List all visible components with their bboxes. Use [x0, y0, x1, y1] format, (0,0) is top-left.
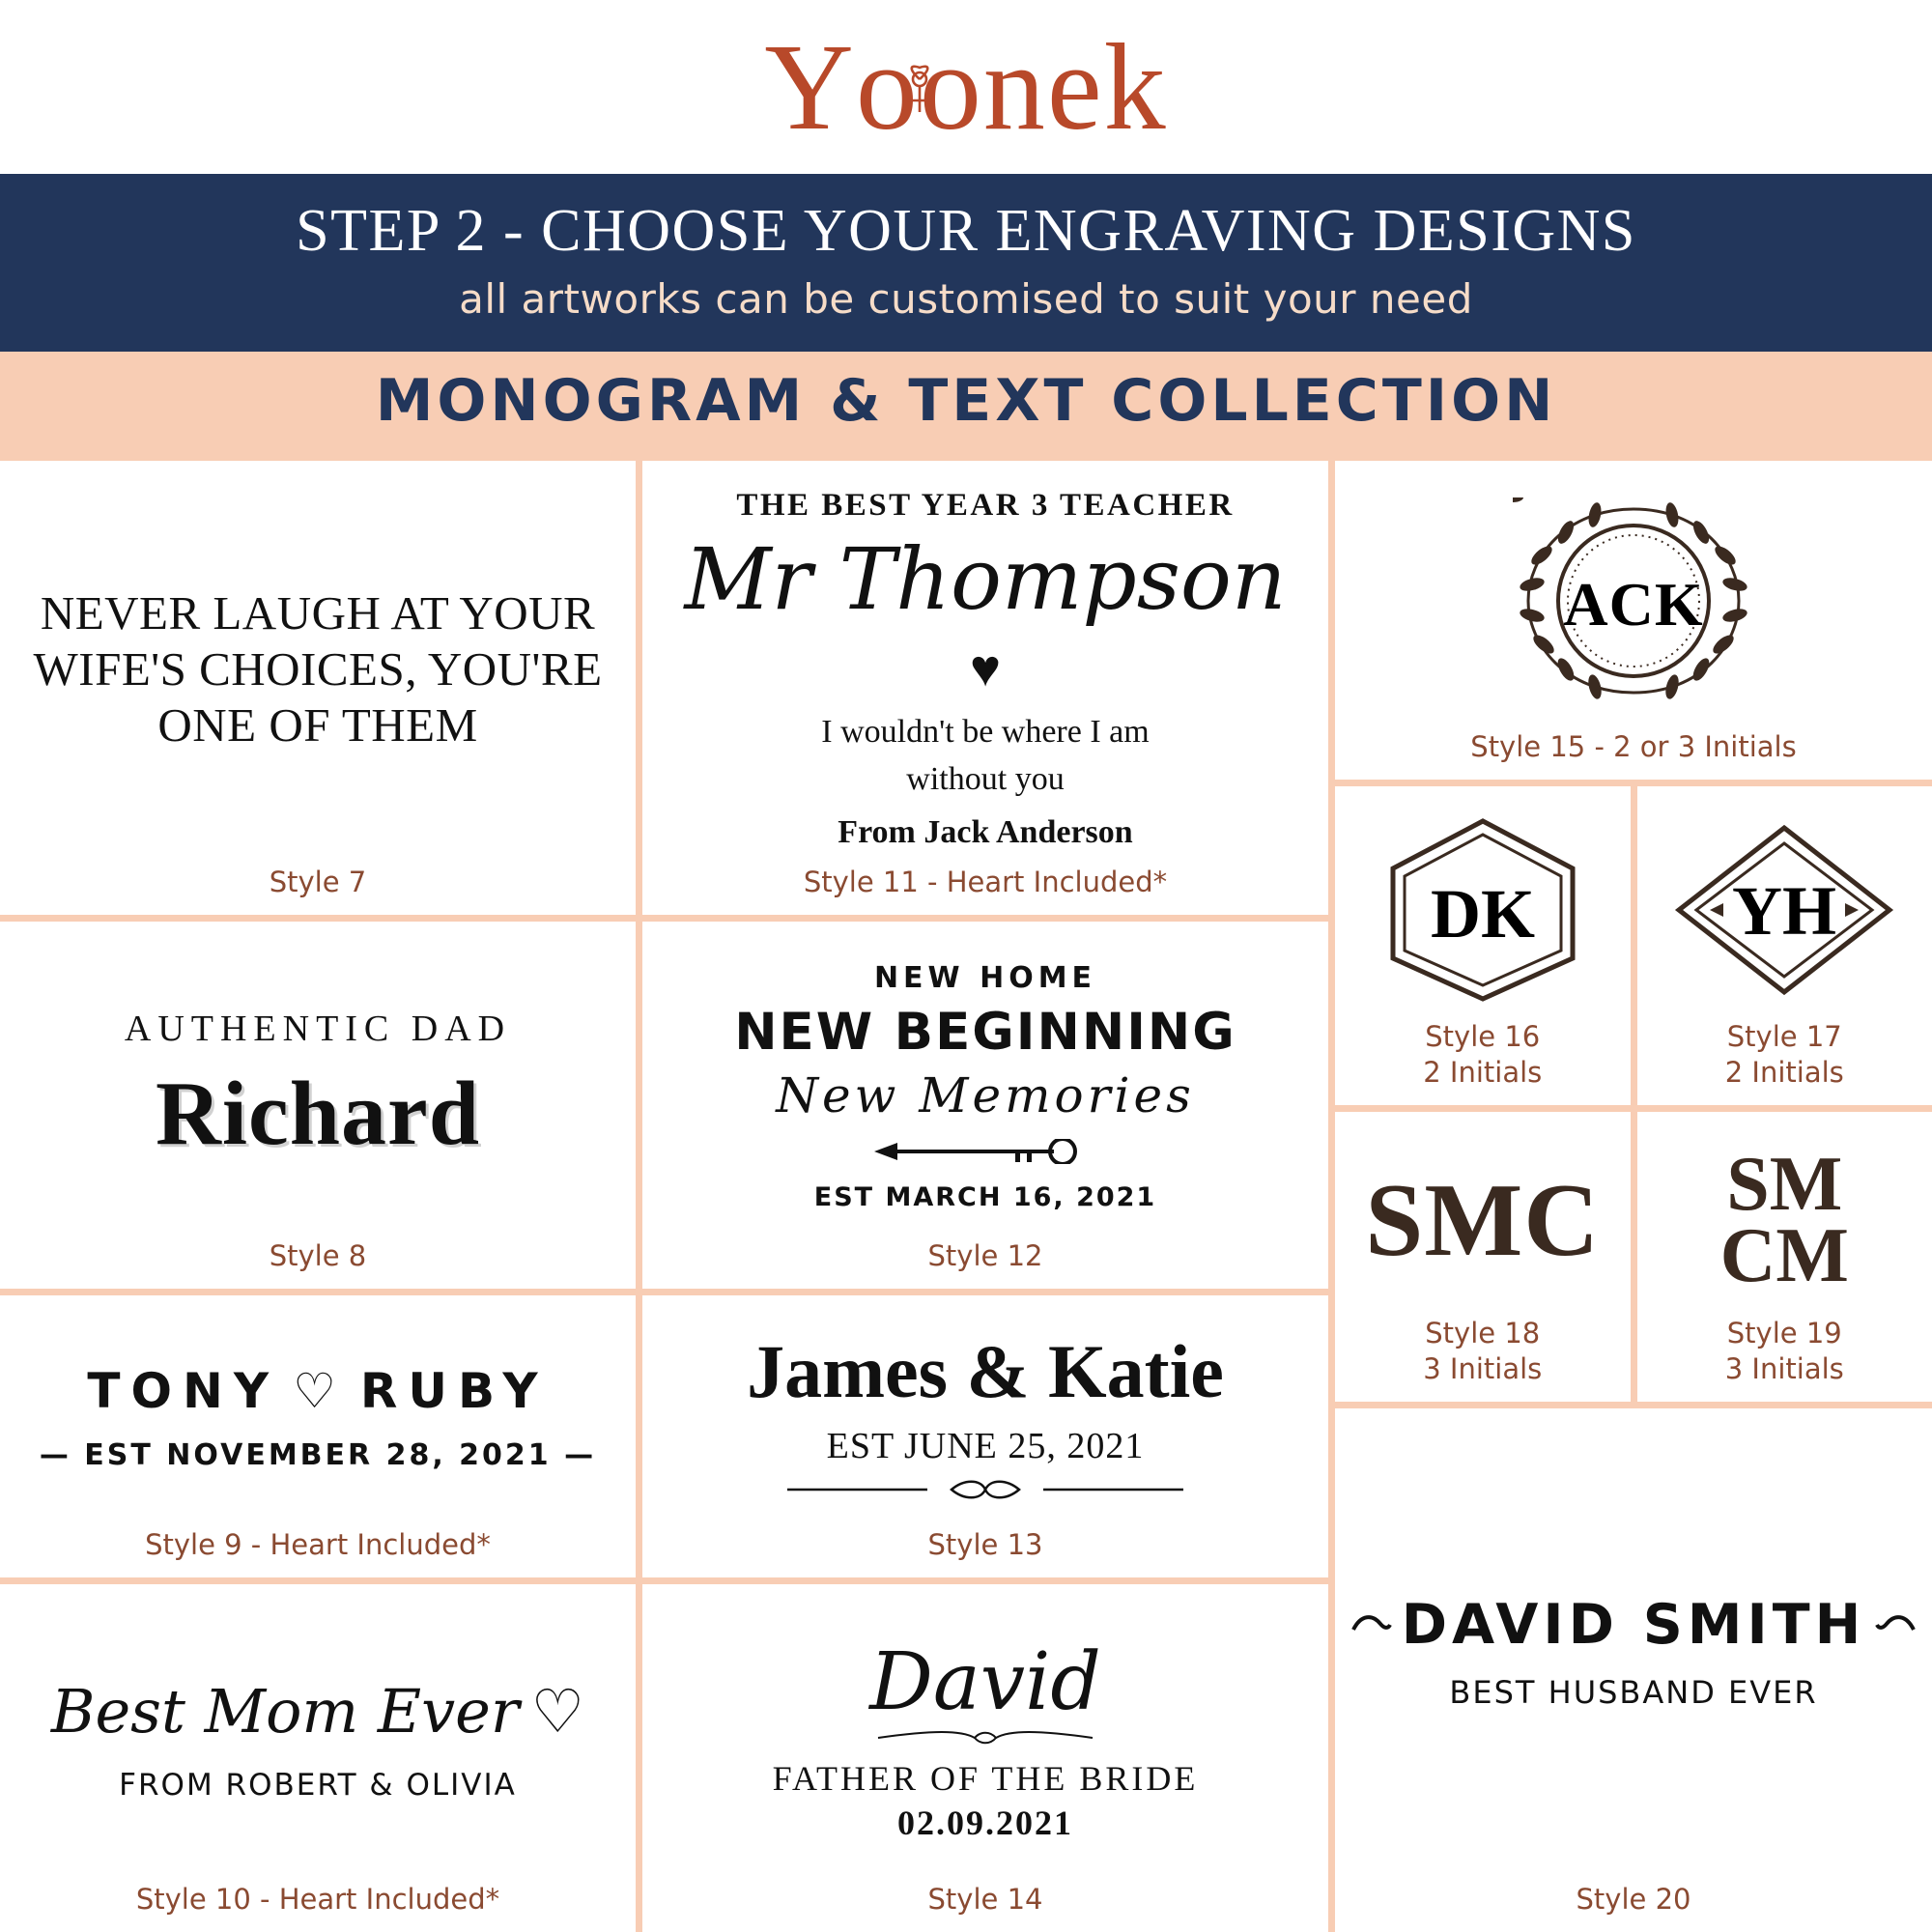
style-19-caption: [1725, 1316, 1844, 1392]
style-16-17-row: [1335, 786, 1932, 1105]
style-9-names: [87, 1363, 548, 1419]
style-10-caption: Style 10 - Heart Included*: [135, 1882, 500, 1916]
style-13-card[interactable]: [642, 1295, 1328, 1577]
style-13-caption: Style 13: [927, 1527, 1043, 1561]
style-13-artwork: [652, 1309, 1319, 1527]
style-16-caption: [1423, 1019, 1542, 1095]
style-10-card[interactable]: [0, 1584, 636, 1932]
style-10-sub-text: FROM ROBERT & OLIVIA: [119, 1768, 517, 1804]
styles-column-middle: [642, 461, 1328, 1932]
style-11-message: [821, 708, 1149, 804]
style-14-caption: Style 14: [927, 1882, 1043, 1916]
style-15-initials: ACK: [1563, 570, 1704, 639]
swash-left-icon: [1351, 1610, 1392, 1639]
style-18-initials: SMC: [1365, 1162, 1601, 1278]
style-17-caption-line-1: Style 17: [1726, 1020, 1842, 1054]
laurel-wreath-monogram-icon: [1513, 497, 1754, 705]
style-7-text: NEVER LAUGH AT YOUR WIFE'S CHOICES, YOU'RE ONE OF THEM: [33, 586, 603, 752]
style-17-initials: YH: [1732, 871, 1837, 950]
style-19-artwork: [1647, 1125, 1923, 1317]
style-8-card[interactable]: [0, 922, 636, 1289]
style-20-caption: Style 20: [1576, 1882, 1691, 1916]
style-19-caption-line-2: 3 Initials: [1724, 1351, 1844, 1385]
style-13-date: EST JUNE 25, 2021: [826, 1426, 1145, 1467]
style-8-caption: Style 8: [269, 1238, 367, 1272]
brand-logo-part1: Y: [764, 18, 856, 156]
style-10-artwork: [10, 1598, 626, 1882]
style-14-date: 02.09.2021: [897, 1803, 1073, 1842]
style-7-card[interactable]: [0, 461, 636, 915]
style-9-name-1: TONY: [87, 1363, 280, 1420]
banner-title: STEP 2 - CHOOSE YOUR ENGRAVING DESIGNS: [296, 198, 1636, 264]
style-14-card[interactable]: [642, 1584, 1328, 1932]
style-9-artwork: [10, 1309, 626, 1527]
style-20-name-row: [1351, 1593, 1917, 1657]
brand-logo-part2: oo: [855, 18, 983, 156]
diamond-monogram-icon: [1673, 818, 1895, 1002]
style-13-names: James & Katie: [747, 1329, 1224, 1414]
style-20-artwork: [1345, 1422, 1922, 1882]
flourish-divider-icon: [782, 1477, 1188, 1507]
brand-logo-part3: nek: [982, 18, 1168, 156]
brand-header: [0, 0, 1932, 174]
style-14-sub-text: FATHER OF THE BRIDE: [772, 1758, 1199, 1798]
style-11-top-text: THE BEST YEAR 3 TEACHER: [736, 487, 1235, 523]
style-16-artwork: [1345, 800, 1621, 1020]
style-17-card[interactable]: [1637, 786, 1932, 1105]
swash-right-icon: [1875, 1610, 1916, 1639]
style-19-initials-line-1: SM: [1726, 1142, 1843, 1228]
style-19-card[interactable]: [1637, 1112, 1932, 1402]
style-12-artwork: [652, 935, 1319, 1238]
style-18-19-row: [1335, 1112, 1932, 1402]
banner-subtitle: all artworks can be customised to suit your need: [459, 274, 1473, 323]
step-banner: [0, 174, 1932, 352]
style-20-sub-text: BEST HUSBAND EVER: [1449, 1673, 1818, 1711]
style-19-caption-line-1: Style 19: [1726, 1317, 1842, 1350]
heart-icon: ♥: [969, 639, 1002, 697]
heart-icon: ♡: [530, 1676, 585, 1747]
collection-title: MONOGRAM & TEXT COLLECTION: [375, 366, 1557, 435]
style-12-mid-text: NEW BEGINNING: [734, 1002, 1236, 1062]
style-9-card[interactable]: [0, 1295, 636, 1577]
style-17-caption-line-2: 2 Initials: [1724, 1055, 1844, 1089]
style-12-card[interactable]: [642, 922, 1328, 1289]
style-12-caption: Style 12: [927, 1238, 1043, 1272]
clover-ornament-icon: [897, 58, 942, 116]
brand-logo: [764, 18, 1168, 156]
style-18-caption: [1423, 1316, 1542, 1392]
style-9-name-2: RUBY: [359, 1363, 549, 1420]
heart-icon: ♡: [293, 1363, 347, 1420]
style-18-caption-line-2: 3 Initials: [1423, 1351, 1543, 1385]
style-15-caption: Style 15 - 2 or 3 Initials: [1470, 729, 1797, 763]
style-16-initials: DK: [1430, 874, 1535, 952]
style-17-caption: [1725, 1019, 1844, 1095]
style-16-caption-line-2: 2 Initials: [1423, 1055, 1543, 1089]
style-9-caption: Style 9 - Heart Included*: [145, 1527, 491, 1561]
style-12-est-date: EST MARCH 16, 2021: [813, 1181, 1157, 1212]
style-8-artwork: [10, 935, 626, 1238]
style-12-top-text: NEW HOME: [873, 960, 1097, 995]
style-17-artwork: [1647, 800, 1923, 1020]
style-20-name: DAVID SMITH: [1401, 1592, 1866, 1657]
styles-column-left: [0, 461, 636, 1932]
style-11-name: Mr Thompson: [684, 528, 1287, 629]
style-14-name: David: [869, 1635, 1101, 1728]
style-7-artwork: [10, 474, 626, 865]
style-20-card[interactable]: [1335, 1408, 1932, 1932]
style-19-initials-line-2: CM: [1719, 1212, 1849, 1298]
style-16-caption-line-1: Style 16: [1425, 1020, 1541, 1054]
style-11-caption: Style 11 - Heart Included*: [803, 865, 1168, 898]
style-16-card[interactable]: [1335, 786, 1631, 1105]
hexagon-monogram-icon: [1381, 813, 1584, 1007]
style-10-main-text: [51, 1676, 584, 1747]
styles-column-right: [1335, 461, 1932, 1932]
styles-grid: [0, 454, 1932, 1932]
style-8-name: Richard: [156, 1063, 480, 1164]
key-icon: [865, 1139, 1106, 1169]
style-18-card[interactable]: [1335, 1112, 1631, 1402]
style-11-artwork: [652, 474, 1319, 865]
style-10-phrase: Best Mom Ever: [50, 1676, 520, 1747]
style-15-card[interactable]: [1335, 461, 1932, 780]
style-18-artwork: [1345, 1125, 1621, 1317]
style-7-caption: Style 7: [269, 865, 367, 898]
style-11-message-line-1: I wouldn't be where I am: [821, 713, 1150, 750]
style-8-top-text: AUTHENTIC DAD: [124, 1008, 512, 1049]
style-15-artwork: [1345, 474, 1922, 729]
style-18-caption-line-1: Style 18: [1425, 1317, 1541, 1350]
small-flourish-icon: [874, 1728, 1096, 1752]
style-12-script-text: New Memories: [776, 1066, 1195, 1123]
style-9-date: — EST NOVEMBER 28, 2021 —: [39, 1438, 597, 1473]
collection-bar: [0, 352, 1932, 454]
style-14-artwork: [652, 1598, 1319, 1882]
style-11-from: From Jack Anderson: [838, 814, 1133, 851]
style-11-card[interactable]: [642, 461, 1328, 915]
style-11-message-line-2: without you: [906, 760, 1065, 797]
